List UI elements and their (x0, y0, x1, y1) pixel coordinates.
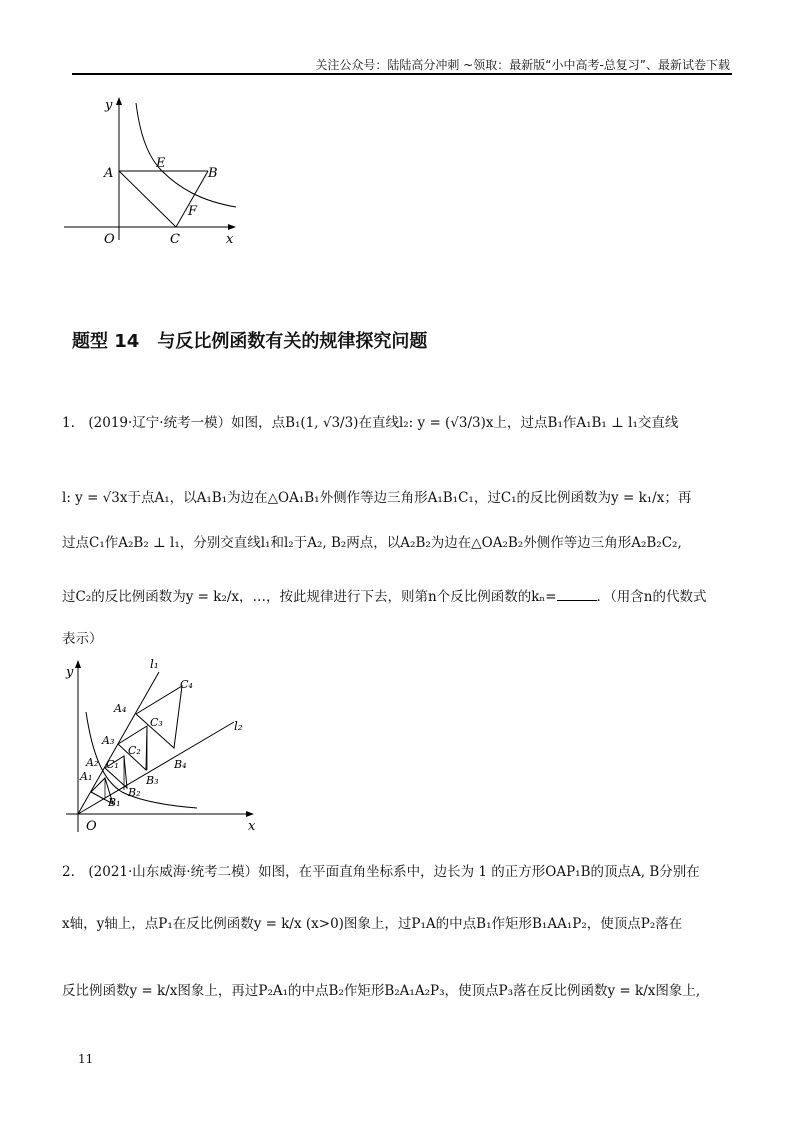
label-a4: A₄ (114, 702, 127, 715)
problem2-line3: 反比例函数y = k/x图象上，再过P₂A₁的中点B₂作矩形B₂A₁A₂P₃，使顶点P₃落在反比例函数y = k/x图象上, (62, 983, 701, 999)
label-a2: A₂ (86, 756, 99, 769)
label-a1: A₁ (80, 770, 93, 783)
problem2-line2: x轴，y轴上，点P₁在反比例函数y = k/x (x>0)图象上，过P₁A的中点B₁作矩形B₁AA₁P₂，使顶点P₂落在 (62, 916, 683, 932)
label-c: C (170, 232, 180, 247)
y-axis-arrow (116, 97, 122, 105)
label-y: y (105, 98, 113, 113)
label-c3: C₃ (150, 716, 163, 729)
label-y: y (66, 665, 74, 680)
header-divider (72, 73, 732, 75)
label-f: F (188, 204, 198, 219)
label-x: x (248, 819, 256, 834)
problem1-line5: 表示） (62, 631, 103, 647)
problem1-line4-suffix: ．（用含n的代数式 (596, 589, 707, 605)
label-e: E (156, 156, 166, 171)
label-x: x (226, 232, 234, 247)
label-b: B (208, 166, 218, 181)
problem1-line2: l: y = √3x于点A₁，以A₁B₁为边在△OA₁B₁外侧作等边三角形A₁B₁C₁，过C₁的反比例函数为y = k₁/x；再 (62, 490, 692, 506)
page-header: 关注公众号：陆陆高分冲刺 ~领取：最新版“小中高考-总复习”、最新试卷下载 (315, 58, 730, 72)
problem1-line4 (62, 587, 707, 607)
label-a3: A₃ (102, 734, 115, 747)
figure-top (60, 95, 250, 250)
problem1-line4-prefix: 过C₂的反比例函数为y = k₂/x，…，按此规律进行下去，则第n个反比例函数的kₙ= (62, 589, 557, 605)
problem1-line3: 过点C₁作A₂B₂ ⊥ l₁，分别交直线l₁和l₂于A₂, B₂两点，以A₂B₂为边在△OA₂B₂外侧作等边三角形A₂B₂C₂, (62, 535, 682, 551)
label-o: O (104, 232, 115, 247)
hyperbola-curve (136, 103, 236, 207)
label-c1: C₁ (106, 758, 119, 771)
segment-ac (119, 171, 176, 227)
x-axis-arrow (246, 811, 254, 817)
problem1-line1: 1. (2019·辽宁·统考一模）如图，点B₁(1, √3/3)在直线l₂: y = (√3/3)x上，过点B₁作A₁B₁ ⊥ l₁交直线 (62, 415, 679, 431)
label-l2: l₂ (234, 719, 243, 733)
page-number: 11 (78, 1052, 94, 1066)
figure-mid (62, 652, 262, 837)
label-b3: B₃ (146, 774, 159, 787)
label-c2: C₂ (128, 744, 141, 757)
label-c4: C₄ (180, 678, 193, 691)
label-a: A (104, 166, 114, 181)
label-l1: l₁ (150, 657, 159, 671)
answer-blank[interactable] (557, 588, 597, 601)
label-b4: B₄ (174, 758, 187, 771)
x-axis-arrow (228, 224, 236, 230)
section-title: 题型 14 与反比例函数有关的规律探究问题 (72, 331, 428, 352)
problem2-line1: 2. (2021·山东威海·统考二模）如图，在平面直角坐标系中，边长为 1 的正方形OAP₁B的顶点A, B分别在 (62, 864, 700, 880)
label-b2: B₂ (128, 786, 141, 799)
label-o: O (86, 819, 97, 834)
y-axis-arrow (75, 660, 81, 668)
label-b1: B₁ (108, 796, 121, 809)
